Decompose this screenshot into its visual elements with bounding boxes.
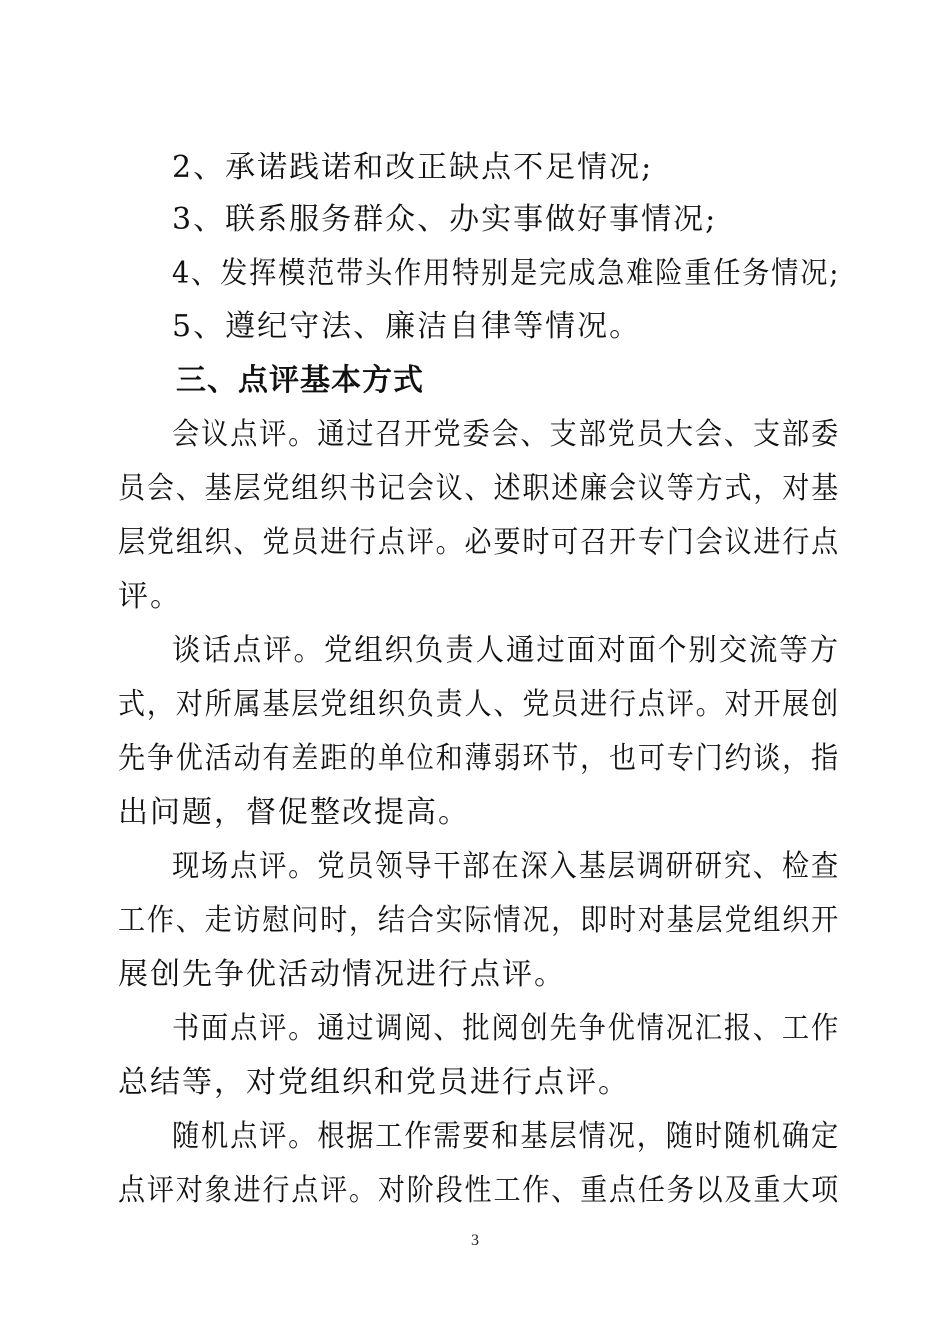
paragraph-onsite-line-3: 展创先争优活动情况进行点评。 <box>118 957 566 992</box>
paragraph-written-line-1: 书面点评。通过调阅、批阅创先争优情况汇报、工作 <box>172 1011 840 1046</box>
paragraph-onsite-line-1: 现场点评。党员领导干部在深入基层调研研究、检查 <box>172 849 840 884</box>
paragraph-meeting-line-4: 评。 <box>118 579 182 614</box>
paragraph-talk-line-2: 式，对所属基层党组织负责人、党员进行点评。对开展创 <box>118 687 840 722</box>
list-item-3: 3、联系服务群众、办实事做好事情况; <box>172 202 718 237</box>
page-number: 3 <box>471 1232 479 1249</box>
paragraph-meeting-line-2: 员会、基层党组织书记会议、述职述廉会议等方式，对基 <box>118 471 840 506</box>
paragraph-talk-line-3: 先争优活动有差距的单位和薄弱环节，也可专门约谈，指 <box>118 741 840 776</box>
paragraph-talk-line-4: 出问题，督促整改提高。 <box>118 795 470 830</box>
paragraph-meeting-line-1: 会议点评。通过召开党委会、支部党员大会、支部委 <box>172 417 840 452</box>
paragraph-onsite-line-2: 工作、走访慰问时，结合实际情况，即时对基层党组织开 <box>118 903 840 938</box>
section-heading: 三、点评基本方式 <box>176 363 424 398</box>
paragraph-written-line-2: 总结等，对党组织和党员进行点评。 <box>118 1065 630 1100</box>
paragraph-random-line-1: 随机点评。根据工作需要和基层情况，随时随机确定 <box>172 1119 840 1154</box>
paragraph-meeting-line-3: 层党组织、党员进行点评。必要时可召开专门会议进行点 <box>118 525 840 560</box>
list-item-4: 4、发挥模范带头作用特别是完成急难险重任务情况; <box>172 256 841 291</box>
paragraph-random-line-2: 点评对象进行点评。对阶段性工作、重点任务以及重大项 <box>118 1173 840 1208</box>
paragraph-talk-line-1: 谈话点评。党组织负责人通过面对面个别交流等方 <box>172 633 841 668</box>
list-item-5: 5、遵纪守法、廉洁自律等情况。 <box>172 309 642 344</box>
list-item-2: 2、承诺践诺和改正缺点不足情况; <box>172 150 654 185</box>
